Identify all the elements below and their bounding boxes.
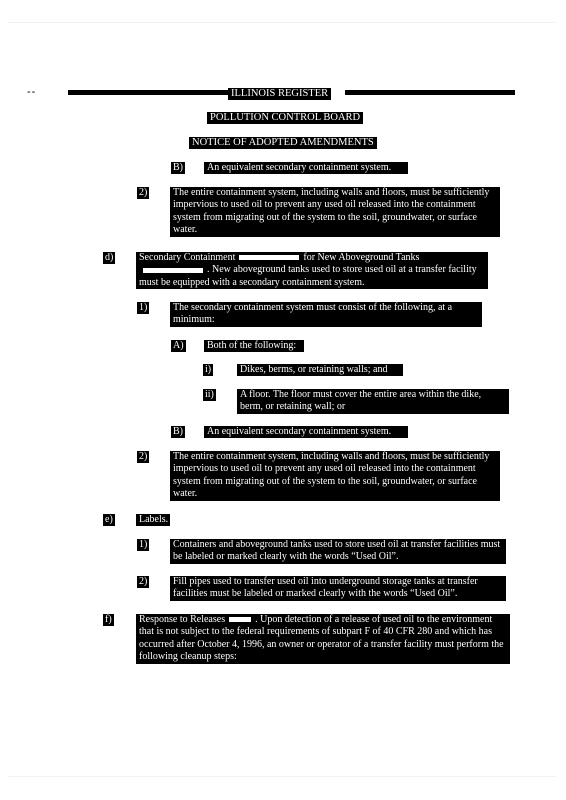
item-number: 1)	[139, 302, 148, 313]
item-number: i)	[205, 364, 212, 375]
item-number: e)	[105, 514, 113, 525]
paragraph: The entire containment system, including walls and floors, must be sufficiently impervious to used oil to prevent any used oil released into the containment system from migrating out of the system to the soil, groundwater, or surface water.	[170, 187, 500, 237]
item-number: 2)	[139, 451, 148, 462]
header-rule-right	[345, 90, 515, 95]
paragraph: Fill pipes used to transfer used oil into underground storage tanks at transfer facilities must be labeled or marked clearly with the words “Used Oil”.	[170, 576, 506, 601]
redaction-mark	[229, 617, 251, 622]
paragraph: Containers and aboveground tanks used to store used oil at transfer facilities must be labeled or marked clearly with the words “Used Oil”.	[170, 539, 506, 564]
paragraph: Dikes, berms, or retaining walls; and	[237, 364, 403, 376]
item-number: B)	[173, 162, 183, 173]
paragraph: The entire containment system, including walls and floors, must be sufficiently impervious to used oil to prevent any used oil released into the containment system from migrating out of the system to the soil, groundwater, or surface water.	[170, 451, 500, 501]
bottom-edge-line	[8, 776, 556, 777]
top-edge-line	[8, 22, 556, 23]
notice-title: NOTICE OF ADOPTED AMENDMENTS	[189, 137, 377, 149]
redaction-mark	[143, 268, 203, 273]
paragraph: An equivalent secondary containment system.	[204, 426, 408, 438]
redaction-mark	[239, 255, 299, 260]
paragraph: Secondary Containment for New Aboveground Tanks. New aboveground tanks used to store used oil at a transfer facility must be equipped with a secondary containment system.	[136, 252, 488, 289]
item-number: 2)	[139, 187, 148, 198]
item-number: f)	[105, 614, 112, 625]
header-rule-left	[68, 90, 229, 95]
register-title: ILLINOIS REGISTER	[228, 88, 331, 100]
page-mark: --	[27, 86, 37, 98]
item-number: ii)	[205, 389, 214, 400]
item-number: 1)	[139, 539, 148, 550]
item-number: 2)	[139, 576, 148, 587]
item-number: A)	[173, 340, 184, 351]
item-number: B)	[173, 426, 183, 437]
item-number: d)	[105, 252, 114, 263]
paragraph: An equivalent secondary containment system.	[204, 162, 408, 174]
paragraph: Response to Releases . Upon detection of a release of used oil to the environment that is not subject to the federal requirements of subpart F of 40 CFR 280 and which has occurred after October 4, 1996, an owner or operator of a transfer facility must perform the following cleanup steps:	[136, 614, 510, 664]
paragraph: Labels.	[136, 514, 170, 526]
board-title: POLLUTION CONTROL BOARD	[207, 112, 363, 124]
paragraph: The secondary containment system must consist of the following, at a minimum:	[170, 302, 482, 327]
paragraph: Both of the following:	[204, 340, 304, 352]
paragraph: A floor. The floor must cover the entire area within the dike, berm, or retaining wall; or	[237, 389, 509, 414]
